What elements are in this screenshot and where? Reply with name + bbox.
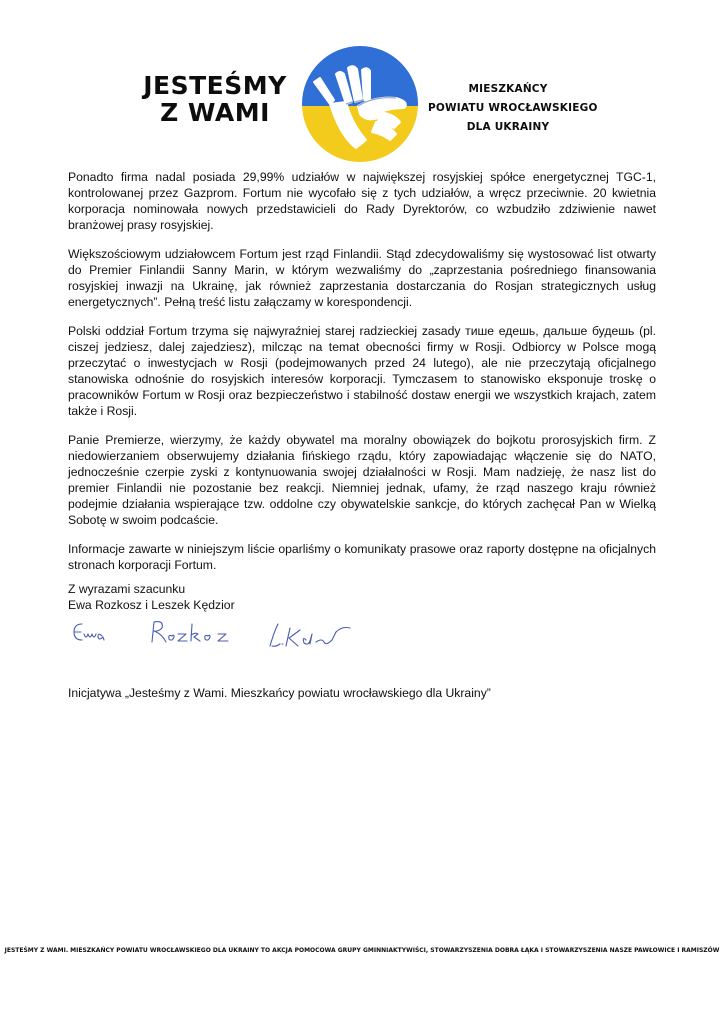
initiative-note: Inicjatywa „Jesteśmy z Wami. Mieszkańcy powiatu wrocławskiego dla Ukrainy” xyxy=(68,686,491,700)
closing-salutation: Z wyrazami szacunku xyxy=(68,582,186,596)
signatories: Ewa Rozkosz i Leszek Kędzior xyxy=(68,598,235,612)
org-line-1: MIESZKAŃCY xyxy=(468,83,548,95)
paragraph-2: Większościowym udziałowcem Fortum jest rząd Finlandii. Stąd zdecydowaliśmy się wystosować list otwarty do Premier Finlandii Sanny Marin, w którym wezwaliśmy do „zaprzestania pośredniego finansowania rosyjskiej inwazji na Ukrainę, jak również zaprzestania dostarczania do Rosjan strategicznych usług energetycznych”. Pełną treść listu załączamy w korespondencji. xyxy=(68,247,656,309)
paragraph-4: Panie Premierze, wierzymy, że każdy obywatel ma moralny obowiązek do bojkotu prorosyjskich firm. Z niedowierzaniem obserwujemy działania fińskiego rządu, który zapowiadając włączenie się do NATO, jednocześnie czerpie zyski z kontynuowania swojej działalności w Rosji. Mam nadzieję, że nasz list do premier Finlandii nie pozostanie bez reakcji. Niemniej jednak, ufamy, że rząd naszego kraju również podejmie działania wspierające tzw. oddolne czy obywatelskie sankcje, do których zachęcał Pan w Wielką Sobotę w swoim podcaście. xyxy=(68,433,656,527)
organization-name xyxy=(428,80,598,137)
slogan-line-1: JESTEŚMY xyxy=(143,71,287,100)
org-line-3: DLA UKRAINY xyxy=(466,121,550,133)
ukraine-hands-logo xyxy=(300,44,420,164)
paragraph-1: Ponadto firma nadal posiada 29,99% udziałów w największej rosyjskiej spółce energetycznej TGC-1, kontrolowanej przez Gazprom. Fortum nie wycofało się z tych udziałów, a wręcz przeciwnie. 20 kwietnia korporacja nominowała nowych przedstawicieli do Rady Dyrektorów, co wzbudziło zdziwienie nawet branżowej prasy rosyjskiej. xyxy=(68,170,656,232)
letter-body xyxy=(68,169,656,586)
paragraph-5: Informacje zawarte w niniejszym liście oparliśmy o komunikaty prasowe oraz raporty dostępne na oficjalnych stronach korporacji Fortum. xyxy=(68,542,656,572)
slogan xyxy=(140,72,290,126)
letterhead xyxy=(0,40,724,160)
footer-text: JESTEŚMY Z WAMI. MIESZKAŃCY POWIATU WROCŁAWSKIEGO DLA UKRAINY TO AKCJA POMOCOWA GRUPY GMINNIAKTYWIŚCI, STOWARZYSZENIA DOBRA ŁĄKA I STOWARZYSZENIA NASZE PAWŁOWICE I RAMISZÓW xyxy=(4,947,720,954)
org-line-2: POWIATU WROCŁAWSKIEGO xyxy=(428,102,598,114)
closing-block xyxy=(68,581,235,613)
paragraph-3: Polski oddział Fortum trzyma się najwyraźniej starej radzieckiej zasady тише едешь, дальше будешь (pl. ciszej jedziesz, dalej zajedziesz), milcząc na temat obecności firmy w Rosji. Odbiorcy w Polsce mogą przeczytać o inwestycjach w Rosji (podejmowanych przed 24 lutego), ale nie przeczytają oficjalnego stanowiska odnośnie do rosyjskich interesów korporacji. Tymczasem to stanowisko eksponuje troskę o pracowników Fortum w Rosji oraz bezpieczeństwo i stabilność dostaw energii we wszystkich krajach, zatem także i Rosji. xyxy=(68,324,656,418)
handwritten-signatures xyxy=(68,610,368,658)
slogan-line-2: Z WAMI xyxy=(160,98,270,127)
